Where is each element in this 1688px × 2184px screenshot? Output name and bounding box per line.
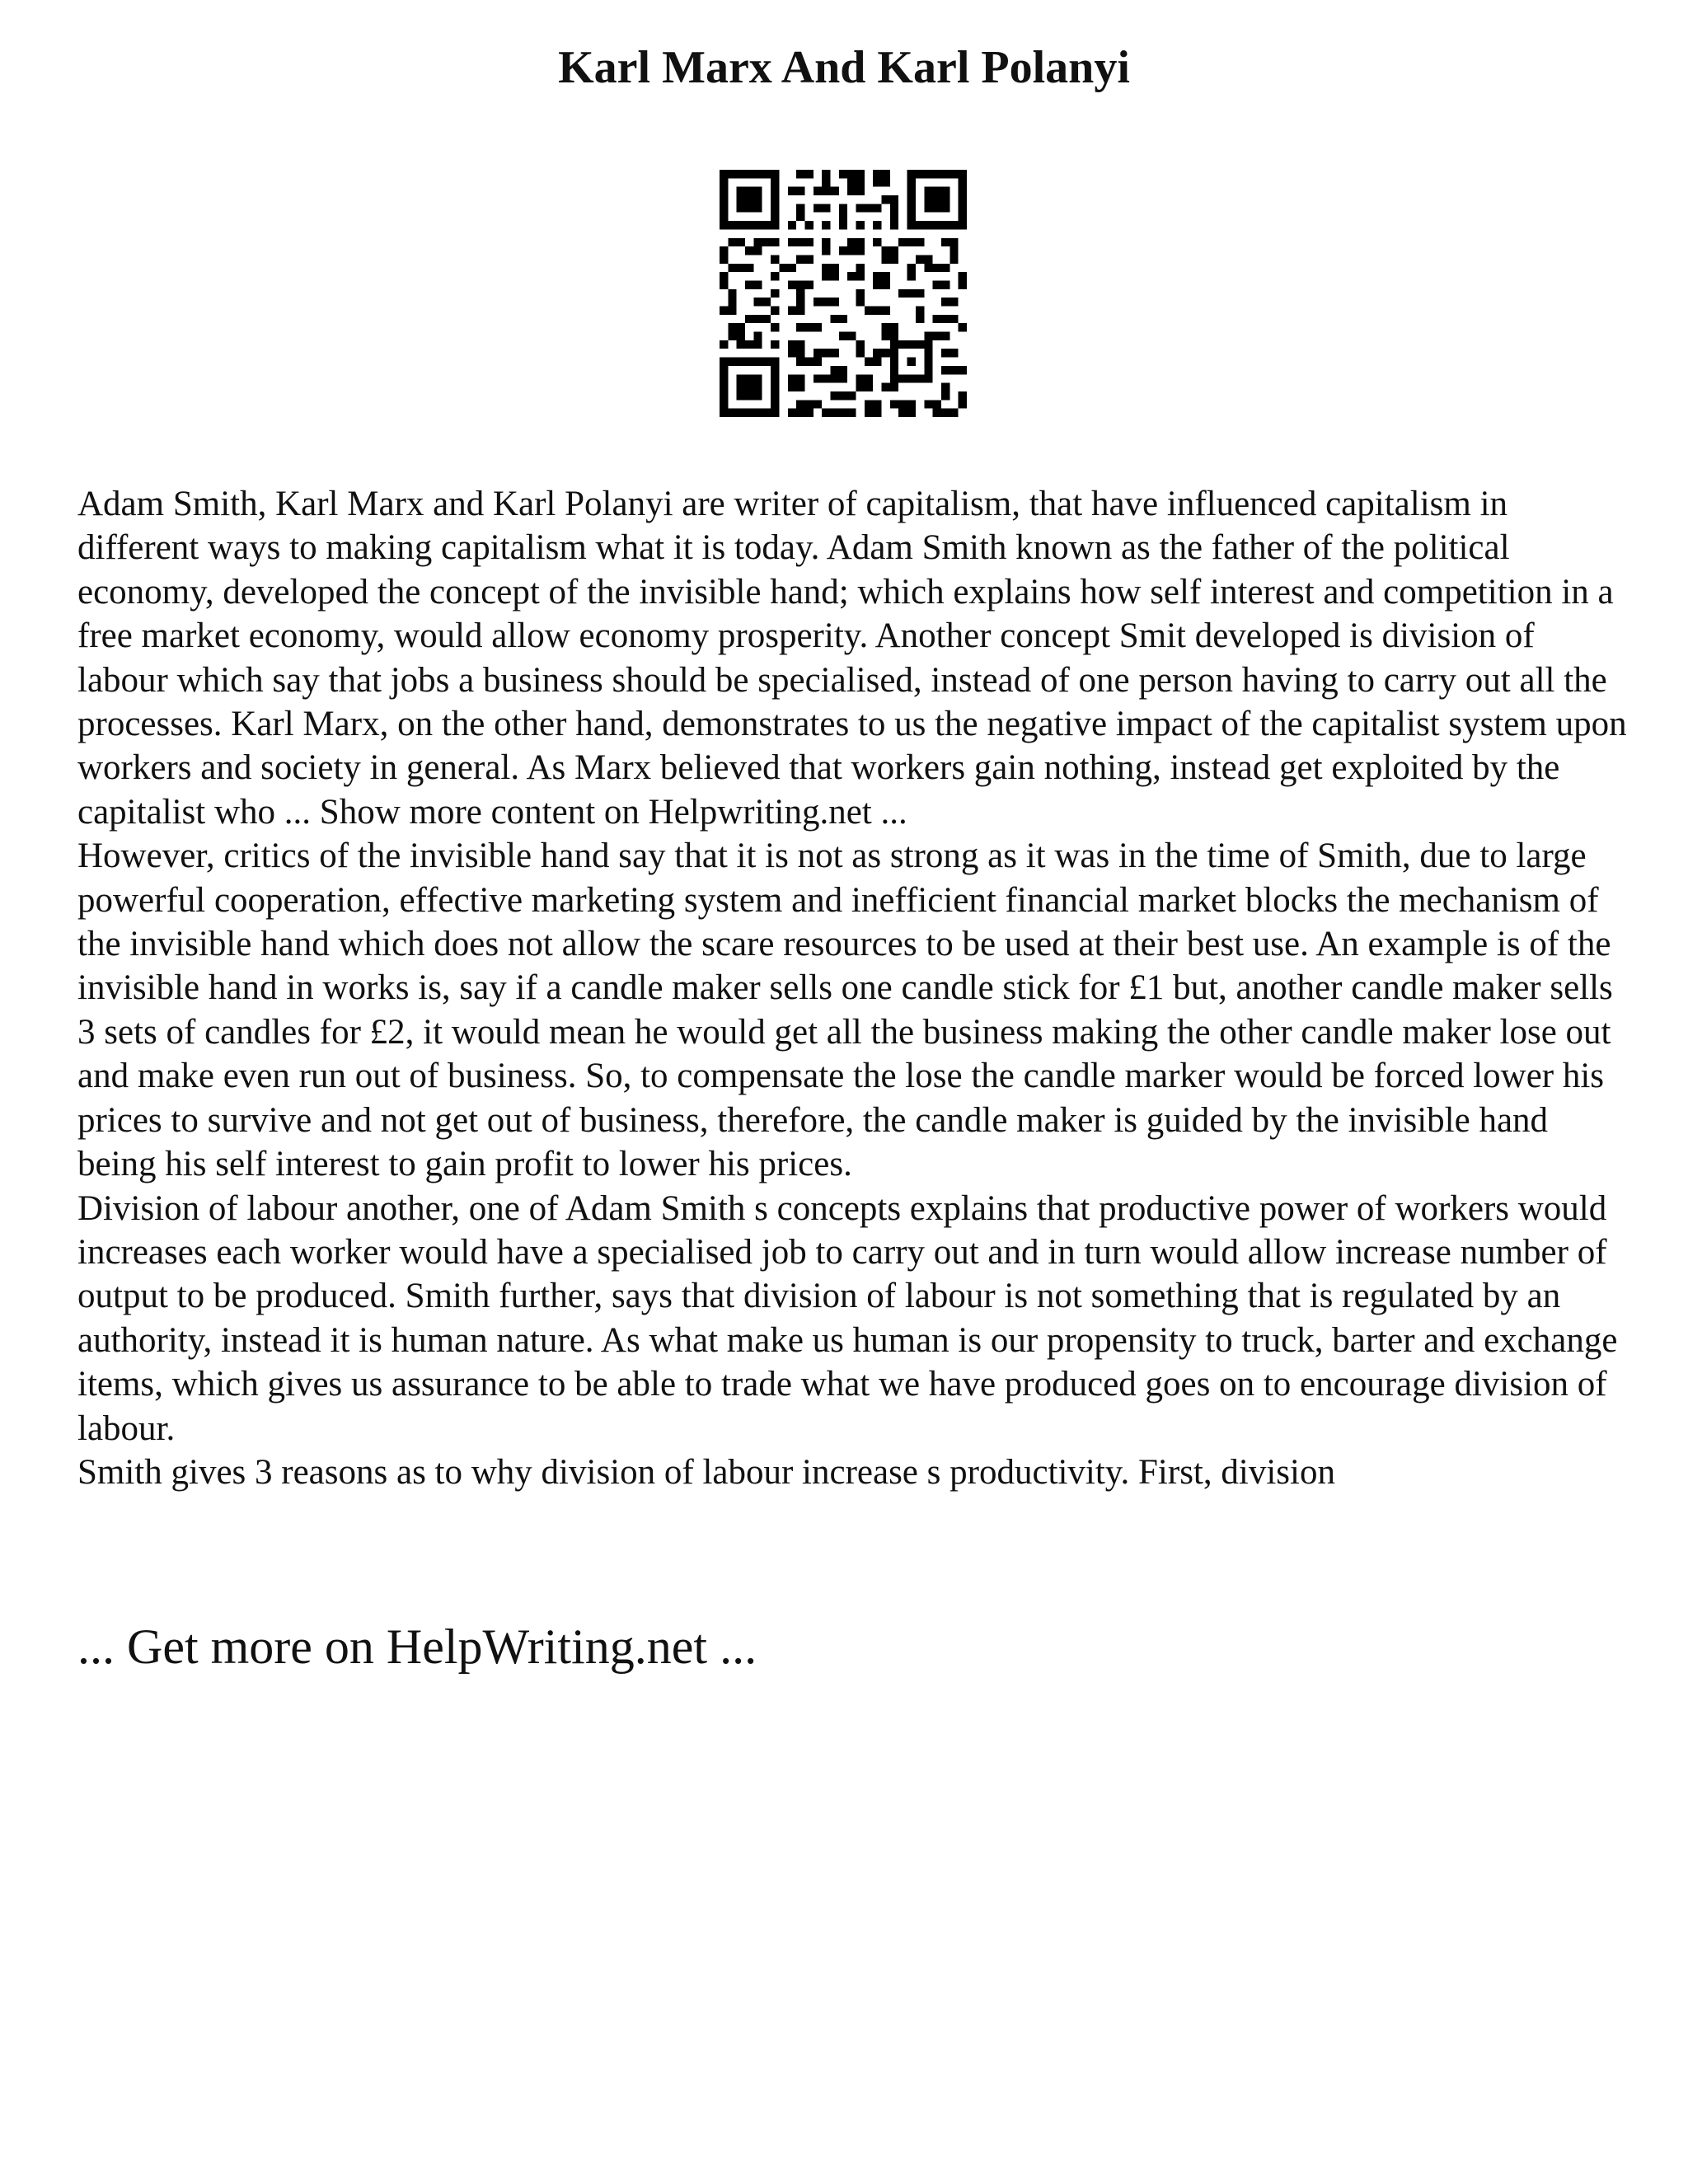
paragraph: Smith gives 3 reasons as to why division of labour increase s productivity. First, division [77,1452,1335,1492]
essay-body [77,482,1627,1494]
page-title: Karl Marx And Karl Polanyi [558,42,1130,93]
qr-code-icon [720,170,967,417]
paragraph: Division of labour another, one of Adam Smith s concepts explains that productive power of workers would increases each worker would have a specialised job to carry out and in turn would allow increase number of output to be produced. Smith further, says that division of labour is not something that is regulated by an authority, instead it is human nature. As what make us human is our propensity to truck, barter and exchange items, which gives us assurance to be able to trade what we have produced goes on to encourage division of labour. [77,1188,1618,1448]
paragraph: However, critics of the invisible hand say that it is not as strong as it was in the time of Smith, due to large powerful cooperation, effective marketing system and inefficient financial market blocks the mechanism of the invisible hand which does not allow the scare resources to be used at their best use. An example is of the invisible hand in works is, say if a candle maker sells one candle stick for £1 but, another candle maker sells 3 sets of candles for £2, it would mean he would get all the business making the other candle maker lose out and make even run out of business. So, to compensate the lose the candle marker would be forced lower his prices to survive and not get out of business, therefore, the candle maker is guided by the invisible hand being his self interest to gain profit to lower his prices. [77,837,1613,1184]
get-more-link[interactable]: ... Get more on HelpWriting.net ... [77,1619,757,1674]
paragraph: Adam Smith, Karl Marx and Karl Polanyi are writer of capitalism, that have influenced capitalism in different ways to making capitalism what it is today. Adam Smith known as the father of the political economy, developed the concept of the invisible hand; which explains how self interest and competition in a free market economy, would allow economy prosperity. Another concept Smit developed is division of labour which say that jobs a business should be specialised, instead of one person having to carry out all the processes. Karl Marx, on the other hand, demonstrates to us the negative impact of the capitalist system upon workers and society in general. As Marx believed that workers gain nothing, instead get exploited by the capitalist who ... Show more content on Helpwriting.net ... [77,485,1627,832]
